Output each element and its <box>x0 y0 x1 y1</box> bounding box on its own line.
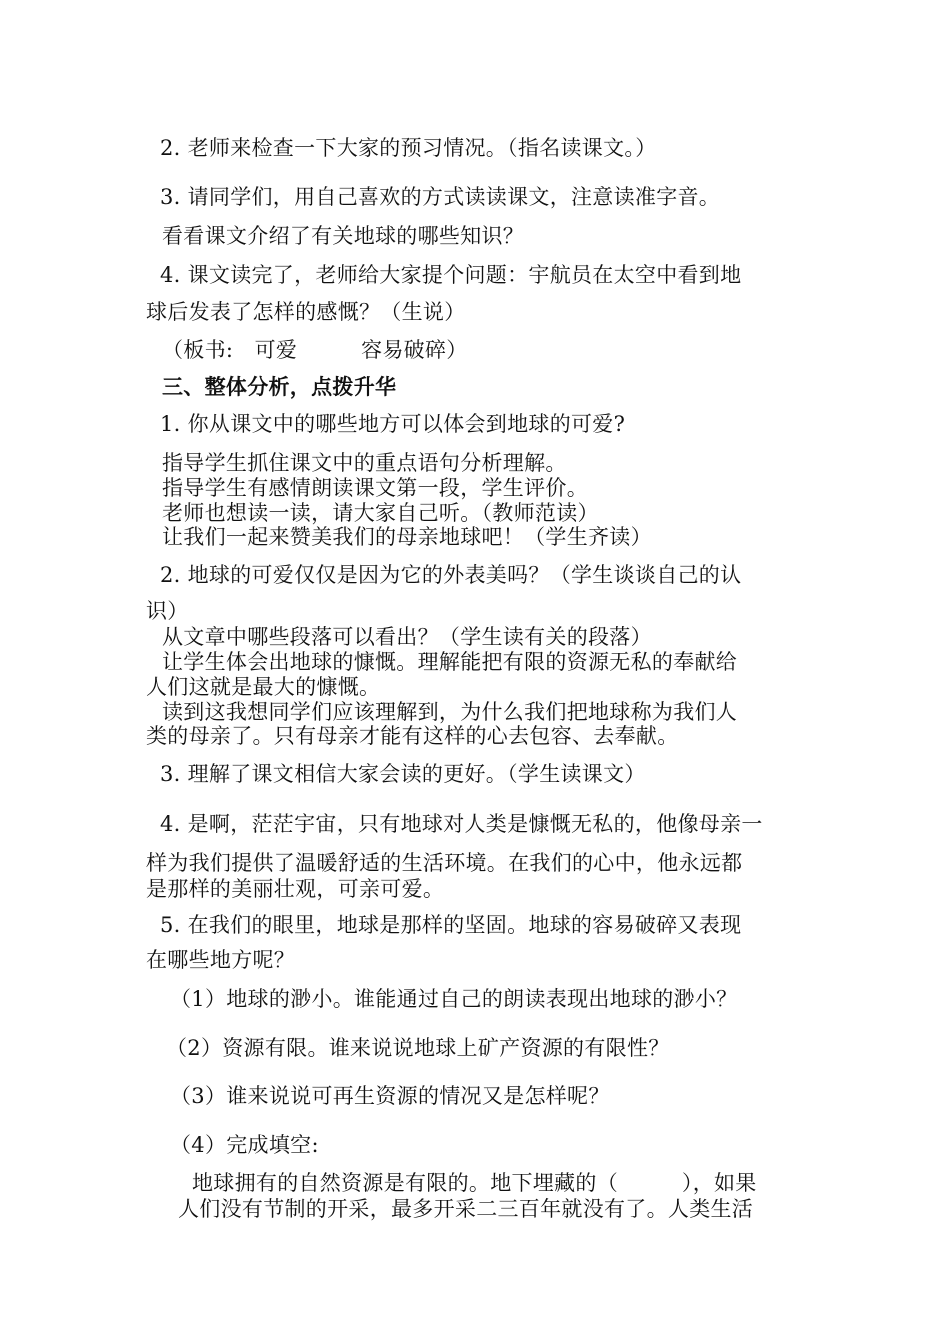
text-line: 人们这就是最大的慷慨。 <box>146 675 381 699</box>
text-line: 2. 老师来检查一下大家的预习情况。（指名读课文。） <box>160 136 657 160</box>
text-line: 指导学生有感情朗读课文第一段，学生评价。 <box>162 476 588 500</box>
text-line: 2. 地球的可爱仅仅是因为它的外表美吗？（学生谈谈自己的认 <box>160 563 742 587</box>
text-line: 5. 在我们的眼里，地球是那样的坚固。地球的容易破碎又表现 <box>160 913 742 937</box>
text-line: 样为我们提供了温暖舒适的生活环境。在我们的心中，他永远都 <box>146 851 743 875</box>
text-line: 4. 是啊，茫茫宇宙，只有地球对人类是慷慨无私的，他像母亲一 <box>160 812 763 836</box>
text-line: 3. 理解了课文相信大家会读的更好。（学生读课文） <box>160 762 646 786</box>
text-line: 球后发表了怎样的感慨？（生说） <box>146 300 466 324</box>
text-line: 从文章中哪些段落可以看出？（学生读有关的段落） <box>162 625 652 649</box>
text-line: 读到这我想同学们应该理解到，为什么我们把地球称为我们人 <box>162 700 738 724</box>
text-line: 地球拥有的自然资源是有限的。地下埋藏的（ ），如果 <box>192 1171 757 1195</box>
text-line: 是那样的美丽壮观，可亲可爱。 <box>146 877 445 901</box>
text-line: 看看课文介绍了有关地球的哪些知识？ <box>162 224 525 248</box>
text-line: 指导学生抓住课文中的重点语句分析理解。 <box>162 451 567 475</box>
text-line: 4. 课文读完了，老师给大家提个问题：宇航员在太空中看到地 <box>160 263 742 287</box>
text-line: 3. 请同学们，用自己喜欢的方式读读课文，注意读准字音。 <box>160 185 721 209</box>
text-line: （板书: 可爱 容易破碎） <box>162 338 468 362</box>
text-line: 在哪些地方呢？ <box>146 948 296 972</box>
text-line: 人们没有节制的开采，最多开采二三百年就没有了。人类生活 <box>178 1197 754 1221</box>
text-line: 1. 你从课文中的哪些地方可以体会到地球的可爱? <box>160 412 626 436</box>
text-line: （2）资源有限。谁来说说地球上矿产资源的有限性？ <box>166 1036 670 1060</box>
text-line: （4）完成填空: <box>170 1133 319 1157</box>
text-line: 类的母亲了。只有母亲才能有这样的心去包容、去奉献。 <box>146 724 679 748</box>
section-heading: 三、整体分析，点拨升华 <box>162 374 397 399</box>
text-line: 让我们一起来赞美我们的母亲地球吧！（学生齐读） <box>162 525 652 549</box>
text-line: 识） <box>146 599 189 623</box>
text-line: （1）地球的渺小。谁能通过自己的朗读表现出地球的渺小？ <box>170 987 738 1011</box>
text-line: 让学生体会出地球的慷慨。理解能把有限的资源无私的奉献给 <box>162 650 738 674</box>
text-line: 老师也想读一读，请大家自己听。（教师范读） <box>162 501 599 525</box>
text-line: （3）谁来说说可再生资源的情况又是怎样呢？ <box>170 1084 610 1108</box>
